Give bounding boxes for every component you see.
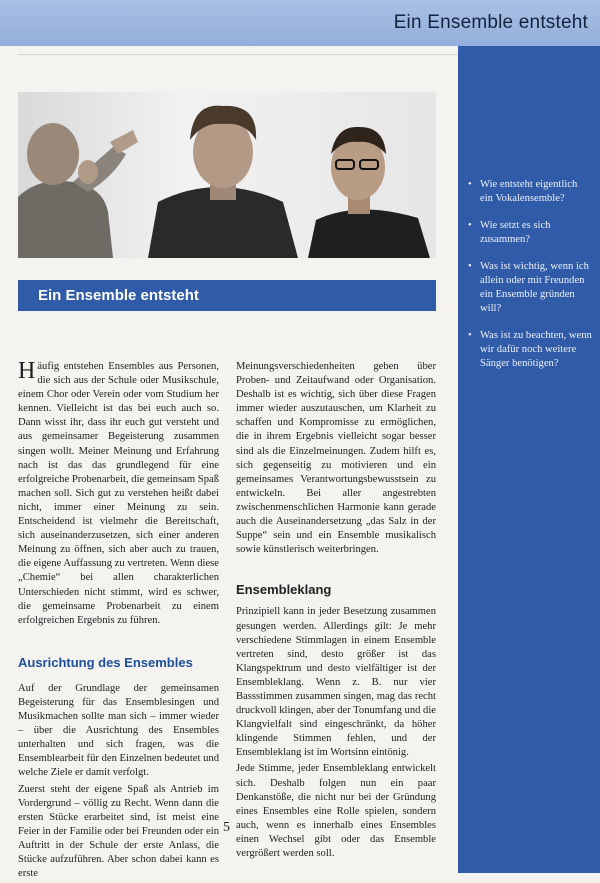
paragraph: Jede Stimme, jeder Ensembleklang entwickelt sich. Deshalb folgen nun ein paar Denkanstöße, die nicht nur bei der Gründung eines Ensembles eine Rolle spielen, sondern auch, wenn es innerhalb eines Ensembles einen Wechsel gibt oder das Ensemble vergrößert werden soll. xyxy=(236,763,436,859)
section-title: Ein Ensemble entsteht xyxy=(38,287,199,304)
sidebar xyxy=(458,46,600,873)
singer-left xyxy=(18,123,138,258)
bullet-icon: • xyxy=(468,220,472,231)
question-text: Was ist zu beachten, wenn wir dafür noch weitere Sänger benötigen? xyxy=(480,330,592,369)
question-text: Wie entsteht eigentlich ein Vokalensemble? xyxy=(480,179,578,204)
section-title-bar xyxy=(18,280,436,311)
bullet-icon: • xyxy=(468,261,472,272)
bullet-icon: • xyxy=(468,179,472,190)
list-item xyxy=(466,219,592,247)
singer-middle xyxy=(148,106,298,258)
paragraph: Meinungsverschiedenheiten geben über Proben- und Zeitaufwand oder Organisation. Deshalb ist es wichtig, sich über diese Fragen immer wieder auszutauschen, um Klarheit zu schaffen und Kompromisse zu ermöglichen, die in ihrem Ergebnis vielleicht sogar besser sind als die Einzelmeinungen. Zudem hilft es, sich gegenseitig zu motivieren und ein gemeinsames Verantwortungsbewusstsein zu entwickeln. Bei aller angestrebten zwischenmenschlichen Harmonie kann gerade auch die Auseinandersetzung „das Salz in der Suppe“ sein und ein Ensemble musikalisch sowie künstlerisch weiterbringen. xyxy=(236,361,436,556)
ensemble-photo xyxy=(18,92,436,258)
header-bar xyxy=(0,0,600,46)
paragraph: Zuerst steht der eigene Spaß als Antrieb im Vordergrund – völlig zu Recht. Wenn dann die ersten Stücke erarbeitet sind, ist meist eine Feier in der Familie oder bei Freunden oder ein Auftritt in der Schule der erste Anlass, die Stücke aufzuführen. Aber schon dabei kann es erste xyxy=(18,783,219,880)
list-item xyxy=(466,329,592,371)
intro-text: äufig entstehen Ensembles aus Personen, die sich aus der Schule oder Musikschule, einem Chor oder Verein oder vom Studium her kennen. Vielleicht ist das bei euch auch so. Dann wisst ihr, dass ihr euch gut versteht und aus gemeinsamer Begeisterung zusammen singen wollt. Meiner Meinung und Erfahrung nach ist das das grundlegend für eine erfolgreiche Probenarbeit, die gemeinsam Spaß machen soll. Sich gut zu verstehen heißt dabei nicht, immer einer Meinung zu sein. Entscheidend ist vielmehr die Bereitschaft, sich auseinanderzusetzen, sich einer anderen Meinung zu öffnen, sich aber auch zu trauen, die eigene Auffassung zu vertreten. Wenn diese „Chemie“ bei allen charakterlichen Unterschieden nicht stimmt, wird es schwer, die gemeinsame Probenarbeit zu einem erfolgreichen Ergebnis zu führen. xyxy=(18,361,219,626)
list-item xyxy=(466,260,592,316)
question-list xyxy=(466,178,592,384)
drop-cap: H xyxy=(18,358,36,384)
question-text: Wie setzt es sich zusammen? xyxy=(480,220,551,245)
intro-paragraph xyxy=(18,360,219,628)
divider xyxy=(18,54,458,55)
paragraph: Auf der Grundlage der gemeinsamen Begeisterung für das Ensemblesingen und Musikmachen sollte man sich – immer wieder – über die Ausrichtung des Ensembles unterhalten und sich fragen, was die Ensemblearbeit für den Einzelnen bedeutet und welche Ziele er damit verfolgt. xyxy=(18,682,219,779)
singer-right xyxy=(308,127,430,258)
heading-ensembleklang: Ensembleklang xyxy=(236,582,332,598)
right-column xyxy=(236,360,436,863)
paragraph: Prinzipiell kann in jeder Besetzung zusammen gesungen werden. Allerdings gilt: Je mehr verschiedene Stimmlagen in einem Ensemble vertreten sind, desto größer ist das Klangspektrum und desto vielfältiger ist der Ensembleklang. Wenn z. B. nur vier Bassstimmen zusammen singen, mag das recht druckvoll klingen, aber der Tonumfang und die Klangvielfalt sind eingeschränkt, da höher klingende Stimmen fehlen, und der Ensembleklang ist im Wortsinn eintönig. xyxy=(236,606,436,759)
bullet-icon: • xyxy=(468,330,472,341)
question-text: Was ist wichtig, wenn ich allein oder mit Freunden ein Ensemble gründen will? xyxy=(480,261,589,314)
heading-ausrichtung: Ausrichtung des Ensembles xyxy=(18,654,193,670)
page-number: 5 xyxy=(223,820,230,835)
page-title: Ein Ensemble entsteht xyxy=(393,12,588,33)
list-item xyxy=(466,178,592,206)
singers-illustration xyxy=(18,92,436,258)
left-column xyxy=(18,360,219,883)
